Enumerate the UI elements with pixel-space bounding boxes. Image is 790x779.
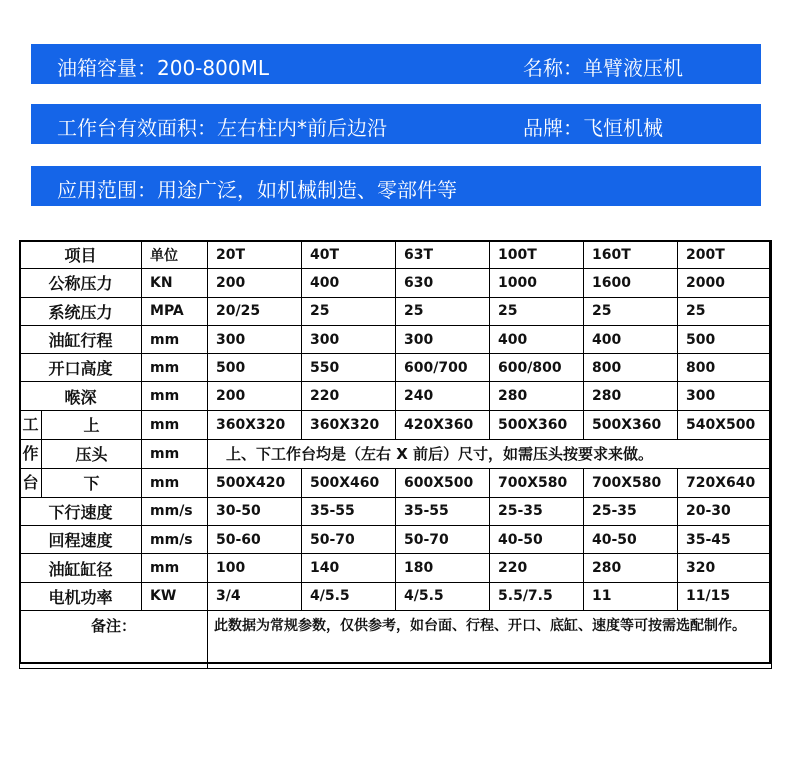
worktable-group-char: 作	[20, 439, 42, 468]
table-row	[20, 497, 772, 525]
info-bar-capacity	[31, 44, 761, 84]
table-row-worktable-head	[20, 439, 772, 468]
row-label: 油缸行程	[20, 325, 142, 353]
cell: 700X580	[490, 468, 584, 497]
cell: 800	[678, 354, 772, 382]
row-label: 油缸缸径	[20, 554, 142, 582]
row-unit: mm	[142, 382, 208, 410]
cell: 300	[396, 325, 490, 353]
cell: 600X500	[396, 468, 490, 497]
row-label: 下行速度	[20, 497, 142, 525]
cell: 35-55	[396, 497, 490, 525]
row-label: 电机功率	[20, 582, 142, 610]
row-label: 压头	[42, 439, 142, 468]
cell: 220	[490, 554, 584, 582]
header-item: 项目	[20, 241, 142, 269]
cell: 11	[584, 582, 678, 610]
cell: 280	[584, 382, 678, 410]
cell: 280	[490, 382, 584, 410]
cell: 400	[490, 325, 584, 353]
row-label: 喉深	[20, 382, 142, 410]
cell: 30-50	[208, 497, 302, 525]
cell: 4/5.5	[302, 582, 396, 610]
table-row	[20, 382, 772, 410]
table-row	[20, 297, 772, 325]
cell: 300	[302, 325, 396, 353]
table-row	[20, 582, 772, 610]
row-unit: mm	[142, 410, 208, 439]
row-unit: mm/s	[142, 526, 208, 554]
worktable-note: 上、下工作台均是（左右 X 前后）尺寸，如需压头按要求来做。	[208, 439, 772, 468]
row-label: 回程速度	[20, 526, 142, 554]
table-row-worktable-upper	[20, 410, 772, 439]
cell: 11/15	[678, 582, 772, 610]
table-row	[20, 526, 772, 554]
cell: 1000	[490, 269, 584, 297]
worktable-group-char: 工	[20, 410, 42, 439]
cell: 180	[396, 554, 490, 582]
cell: 40-50	[490, 526, 584, 554]
cell: 320	[678, 554, 772, 582]
cell: 25	[678, 297, 772, 325]
product-name: 名称：单臂液压机	[523, 56, 683, 80]
worktable-area: 工作台有效面积：左右柱内*前后边沿	[57, 116, 387, 140]
cell: 550	[302, 354, 396, 382]
cell: 220	[302, 382, 396, 410]
cell: 25	[584, 297, 678, 325]
row-label: 公称压力	[20, 269, 142, 297]
header-model: 20T	[208, 241, 302, 269]
cell: 280	[584, 554, 678, 582]
table-row-remark	[20, 610, 772, 668]
header-model: 63T	[396, 241, 490, 269]
cell: 500X420	[208, 468, 302, 497]
brand: 品牌：飞恒机械	[523, 116, 663, 140]
cell: 5.5/7.5	[490, 582, 584, 610]
table-row-worktable-lower	[20, 468, 772, 497]
row-unit: mm	[142, 468, 208, 497]
row-label: 开口高度	[20, 354, 142, 382]
info-bar-application	[31, 166, 761, 206]
cell: 3/4	[208, 582, 302, 610]
table-row	[20, 325, 772, 353]
cell: 500X360	[584, 410, 678, 439]
cell: 4/5.5	[396, 582, 490, 610]
row-unit: MPA	[142, 297, 208, 325]
remark-text: 此数据为常规参数，仅供参考，如台面、行程、开口、底缸、速度等可按需选配制作。	[208, 610, 772, 668]
table-row	[20, 554, 772, 582]
info-bar-worktable	[31, 104, 761, 144]
cell: 40-50	[584, 526, 678, 554]
cell: 35-55	[302, 497, 396, 525]
cell: 50-60	[208, 526, 302, 554]
cell: 20/25	[208, 297, 302, 325]
cell: 25-35	[584, 497, 678, 525]
remark-label: 备注：	[20, 610, 208, 668]
cell: 400	[302, 269, 396, 297]
table-row	[20, 269, 772, 297]
row-label: 上	[42, 410, 142, 439]
cell: 500X360	[490, 410, 584, 439]
cell: 500	[678, 325, 772, 353]
header-model: 40T	[302, 241, 396, 269]
cell: 540X500	[678, 410, 772, 439]
cell: 25	[302, 297, 396, 325]
cell: 20-30	[678, 497, 772, 525]
row-unit: mm	[142, 325, 208, 353]
cell: 360X320	[208, 410, 302, 439]
header-model: 160T	[584, 241, 678, 269]
cell: 25	[396, 297, 490, 325]
row-unit: mm	[142, 554, 208, 582]
cell: 500X460	[302, 468, 396, 497]
worktable-group-char: 台	[20, 468, 42, 497]
cell: 200	[208, 382, 302, 410]
cell: 360X320	[302, 410, 396, 439]
cell: 140	[302, 554, 396, 582]
cell: 2000	[678, 269, 772, 297]
cell: 700X580	[584, 468, 678, 497]
application-scope: 应用范围：用途广泛，如机械制造、零部件等	[57, 178, 457, 202]
cell: 400	[584, 325, 678, 353]
cell: 25	[490, 297, 584, 325]
cell: 630	[396, 269, 490, 297]
cell: 300	[678, 382, 772, 410]
table-header-row	[20, 241, 772, 269]
row-unit: mm	[142, 354, 208, 382]
header-model: 100T	[490, 241, 584, 269]
cell: 600/700	[396, 354, 490, 382]
header-model: 200T	[678, 241, 772, 269]
oil-tank-capacity: 油箱容量：200-800ML	[57, 56, 269, 80]
spec-table	[19, 240, 772, 669]
row-unit: mm/s	[142, 497, 208, 525]
row-unit: KN	[142, 269, 208, 297]
cell: 100	[208, 554, 302, 582]
table-row	[20, 354, 772, 382]
cell: 720X640	[678, 468, 772, 497]
cell: 800	[584, 354, 678, 382]
cell: 420X360	[396, 410, 490, 439]
cell: 35-45	[678, 526, 772, 554]
header-unit: 单位	[142, 241, 208, 269]
row-label: 系统压力	[20, 297, 142, 325]
cell: 50-70	[302, 526, 396, 554]
cell: 1600	[584, 269, 678, 297]
cell: 500	[208, 354, 302, 382]
row-label: 下	[42, 468, 142, 497]
row-unit: mm	[142, 439, 208, 468]
cell: 25-35	[490, 497, 584, 525]
cell: 50-70	[396, 526, 490, 554]
cell: 240	[396, 382, 490, 410]
cell: 200	[208, 269, 302, 297]
cell: 600/800	[490, 354, 584, 382]
cell: 300	[208, 325, 302, 353]
row-unit: KW	[142, 582, 208, 610]
